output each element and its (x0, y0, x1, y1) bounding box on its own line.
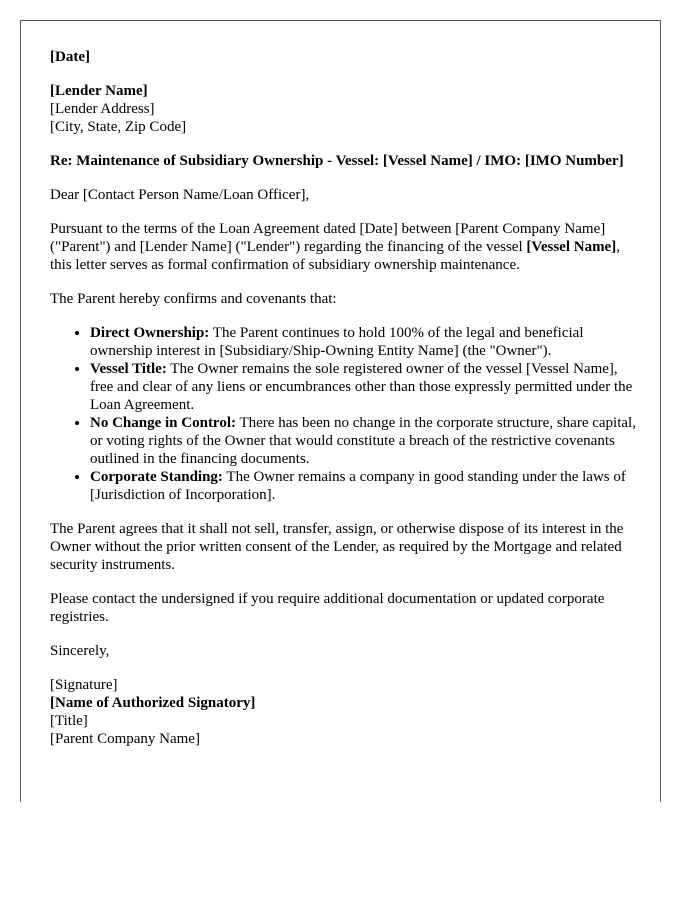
list-item (90, 360, 640, 414)
company-name: [Parent Company Name] (50, 731, 200, 747)
salutation: Dear [Contact Person Name/Loan Officer], (50, 187, 310, 203)
contact-paragraph: Please contact the undersigned if you require additional documentation or updated corporate registries. (50, 591, 605, 625)
lender-name: [Lender Name] (50, 83, 148, 99)
covenant-text: The Owner remains the sole registered owner of the vessel [Vessel Name], free and clear of any liens or encumbrances other than those expressly permitted under the Loan Agreement. (90, 361, 633, 413)
lender-address: [Lender Address] (50, 101, 155, 117)
confirm-line: The Parent hereby confirms and covenants that: (50, 291, 337, 307)
covenant-list (50, 324, 640, 504)
lender-block (50, 82, 640, 136)
letter-date: [Date] (50, 49, 90, 65)
signature-block (50, 676, 640, 748)
letter-body (50, 48, 640, 748)
covenant-term: Corporate Standing: (90, 469, 223, 485)
intro-paragraph (50, 220, 640, 274)
lender-city: [City, State, Zip Code] (50, 119, 187, 135)
letter-page (20, 20, 661, 802)
intro-vessel-name: [Vessel Name] (526, 239, 617, 255)
intro-part1: Pursuant to the terms of the Loan Agreement dated [Date] between [Parent Company Name] ("Parent") and [Lender Name] ("Lender") regarding the financing of the vessel (50, 221, 606, 255)
covenant-text: The Owner remains a company in good standing under the laws of [Jurisdiction of Incorporation]. (90, 469, 626, 503)
subject-line: Re: Maintenance of Subsidiary Ownership - Vessel: [Vessel Name] / IMO: [IMO Number] (50, 153, 624, 169)
list-item (90, 324, 640, 360)
signatory-title: [Title] (50, 713, 88, 729)
signatory-name: [Name of Authorized Signatory] (50, 695, 256, 711)
covenant-text: The Parent continues to hold 100% of the legal and beneficial ownership interest in [Subsidiary/Ship-Owning Entity Name] (the "Owner"). (90, 325, 584, 359)
list-item (90, 468, 640, 504)
covenant-term: No Change in Control: (90, 415, 236, 431)
covenant-text: There has been no change in the corporate structure, share capital, or voting rights of the Owner that would constitute a breach of the restrictive covenants outlined in the financing documents. (90, 415, 636, 467)
agreement-paragraph: The Parent agrees that it shall not sell, transfer, assign, or otherwise dispose of its interest in the Owner without the prior written consent of the Lender, as required by the Mortgage and related security instruments. (50, 521, 624, 573)
covenant-term: Direct Ownership: (90, 325, 210, 341)
signature: [Signature] (50, 677, 118, 693)
list-item (90, 414, 640, 468)
closing: Sincerely, (50, 643, 110, 659)
intro-part2: , this letter serves as formal confirmation of subsidiary ownership maintenance. (50, 239, 620, 273)
covenant-term: Vessel Title: (90, 361, 167, 377)
